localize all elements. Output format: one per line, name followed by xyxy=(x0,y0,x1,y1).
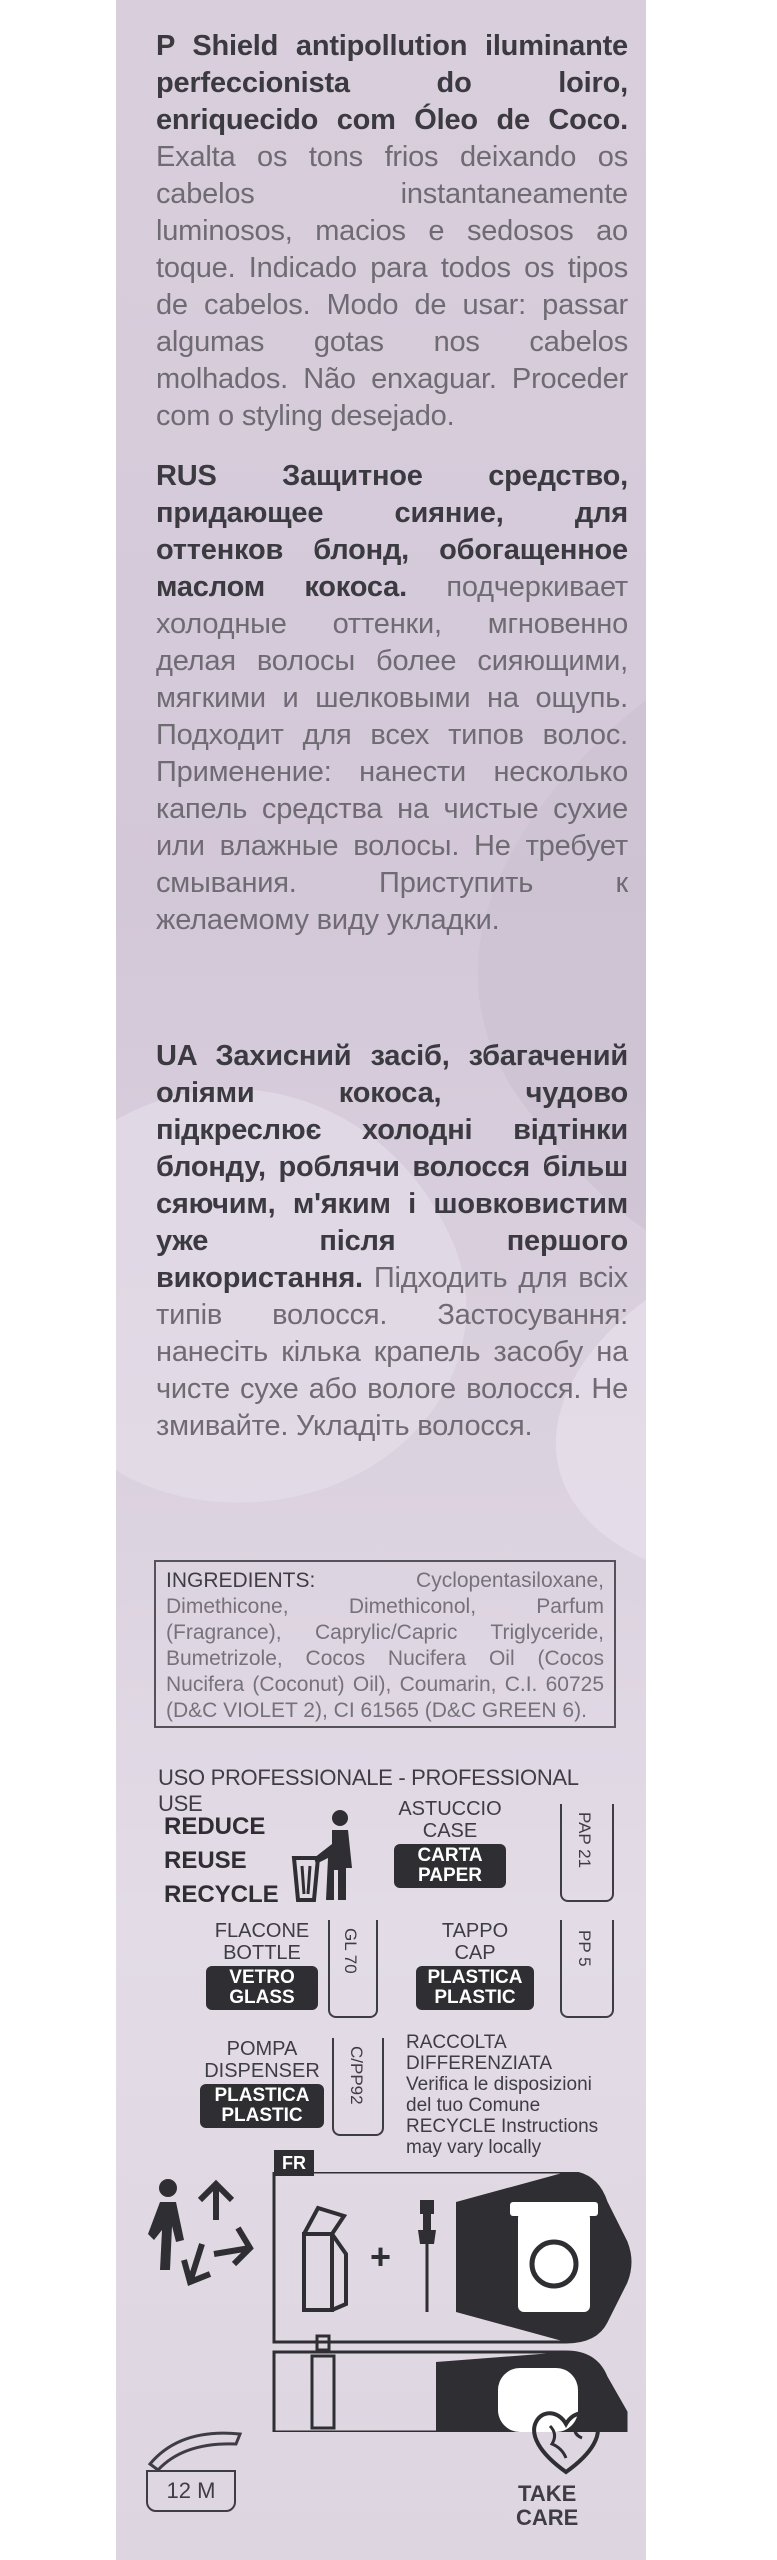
recycle-note-line-5: may vary locally xyxy=(406,2137,542,2158)
plus-sign: + xyxy=(370,2236,392,2277)
pump-caption-en: DISPENSER xyxy=(204,2060,320,2082)
portuguese-description xyxy=(156,28,628,435)
bottle-code: GL 70 xyxy=(341,1928,360,1974)
recycle-note-line-1: RACCOLTA DIFFERENZIATA xyxy=(406,2032,553,2074)
reuse-label: REUSE xyxy=(164,1847,247,1874)
bottle-icon xyxy=(306,2334,340,2430)
cap-caption-en: CAP xyxy=(454,1942,496,1964)
case-material xyxy=(394,1798,506,1888)
ukrainian-lead: UA Захисний засіб, збагачений оліями кокоса, чудово підкреслює холодні відтінки блонду, роблячи волосся більш сяючим, м'яким і шовковистим уже після першого використання. xyxy=(156,1040,628,1294)
reduce-reuse-recycle xyxy=(164,1810,279,1912)
pump-material-it: PLASTICA xyxy=(214,2085,310,2106)
case-caption-en: CASE xyxy=(422,1820,478,1842)
russian-lead: RUS Защитное средство, придающее сияние, для оттенков блонд, обогащенное маслом кокоса. xyxy=(156,460,628,603)
pump-icon xyxy=(412,2196,442,2316)
case-caption-it: ASTUCCIO xyxy=(398,1798,502,1820)
cap-code: PP 5 xyxy=(575,1930,594,1967)
take-care-label xyxy=(516,2482,578,2530)
bottle-caption-it: FLACONE xyxy=(214,1920,310,1942)
recycle-note-line-2: Verifica le disposizioni xyxy=(406,2074,592,2095)
pump-material xyxy=(200,2038,324,2128)
triman-icon xyxy=(140,2170,260,2290)
pump-caption-it: POMPA xyxy=(226,2038,298,2060)
recycle-note-line-3: del tuo Comune xyxy=(406,2095,541,2116)
cap-material-en: PLASTIC xyxy=(434,1987,516,2008)
ingredients-list: Cyclopentasiloxane, Dimethicone, Dimethiconol, Parfum (Fragrance), Caprylic/Capric Triglyceride, Bumetrizole, Cocos Nucifera Oil (Cocos Nucifera (Coconut) Oil), Coumarin, C.I. 60725 (D&C VIOLET 2), CI 61565 (D&C GREEN 6). xyxy=(166,1569,604,1722)
ingredients-label: INGREDIENTS: xyxy=(166,1569,316,1592)
take-care-line-2: CARE xyxy=(516,2505,579,2530)
bottle-caption-en: BOTTLE xyxy=(223,1942,301,1964)
cap-material xyxy=(416,1920,534,2010)
case-material-it: CARTA xyxy=(417,1845,483,1866)
open-jar-icon xyxy=(140,2418,250,2478)
bottle-material-it: VETRO xyxy=(229,1967,295,1988)
product-panel xyxy=(116,0,646,2560)
pump-material-en: PLASTIC xyxy=(221,2105,303,2126)
heart-globe-icon xyxy=(528,2404,604,2476)
reduce-label: REDUCE xyxy=(164,1813,266,1840)
recycle-note xyxy=(406,2032,626,2158)
recycle-label: RECYCLE xyxy=(164,1881,279,1908)
portuguese-lead: P Shield antipollution iluminante perfeccionista do loiro, enriquecido com Óleo de Coco. xyxy=(156,30,628,136)
box-icon xyxy=(292,2204,352,2314)
bottle-material-pill xyxy=(206,1966,318,2010)
tidyman-icon xyxy=(288,1808,368,1904)
professional-use-line: USO PROFESSIONALE - PROFESSIONAL USE xyxy=(158,1765,578,1816)
pump-material-pill xyxy=(200,2084,324,2128)
bottle-material xyxy=(206,1920,318,2010)
cap-material-pill xyxy=(416,1966,534,2010)
bin-icon xyxy=(510,2202,598,2312)
period-after-opening: 12 M xyxy=(146,2470,236,2512)
case-material-pill xyxy=(394,1844,506,1888)
cap-caption-it: TAPPO xyxy=(441,1920,509,1942)
russian-body: подчеркивает холодные оттенки, мгновенно делая волосы более сияющими, мягкими и шелковыми на ощупь. Подходит для всех типов волос. Применение: нанести несколько капель средства на чистые сухие или влажные волосы. Не требует смывания. Приступить к желаемому виду укладки. xyxy=(156,571,629,936)
ukrainian-body: Підходить для всіх типів волосся. Застосування: нанесіть кілька крапель засобу на чисте сухе або вологе волосся. Не змивайте. Укладіть волосся. xyxy=(156,1262,628,1442)
case-code: PAP 21 xyxy=(575,1812,594,1869)
recycle-note-line-4: RECYCLE Instructions xyxy=(406,2116,599,2137)
pump-code: C/PP92 xyxy=(347,2046,366,2105)
case-material-en: PAPER xyxy=(417,1865,483,1886)
bottle-material-en: GLASS xyxy=(229,1987,295,2008)
fr-tag: FR xyxy=(274,2150,314,2176)
russian-description xyxy=(156,458,628,939)
take-care-line-1: TAKE xyxy=(518,2481,577,2506)
ingredients-box xyxy=(154,1560,616,1728)
ukrainian-description xyxy=(156,1038,628,1445)
portuguese-body: Exalta os tons frios deixando os cabelos instantaneamente luminosos, macios e sedosos ao toque. Indicado para todos os tipos de cabelos. Modo de usar: passar algumas gotas nos cabelos molhados. Não enxaguar. Proceder com o styling desejado. xyxy=(156,141,628,432)
cap-material-it: PLASTICA xyxy=(427,1967,523,1988)
